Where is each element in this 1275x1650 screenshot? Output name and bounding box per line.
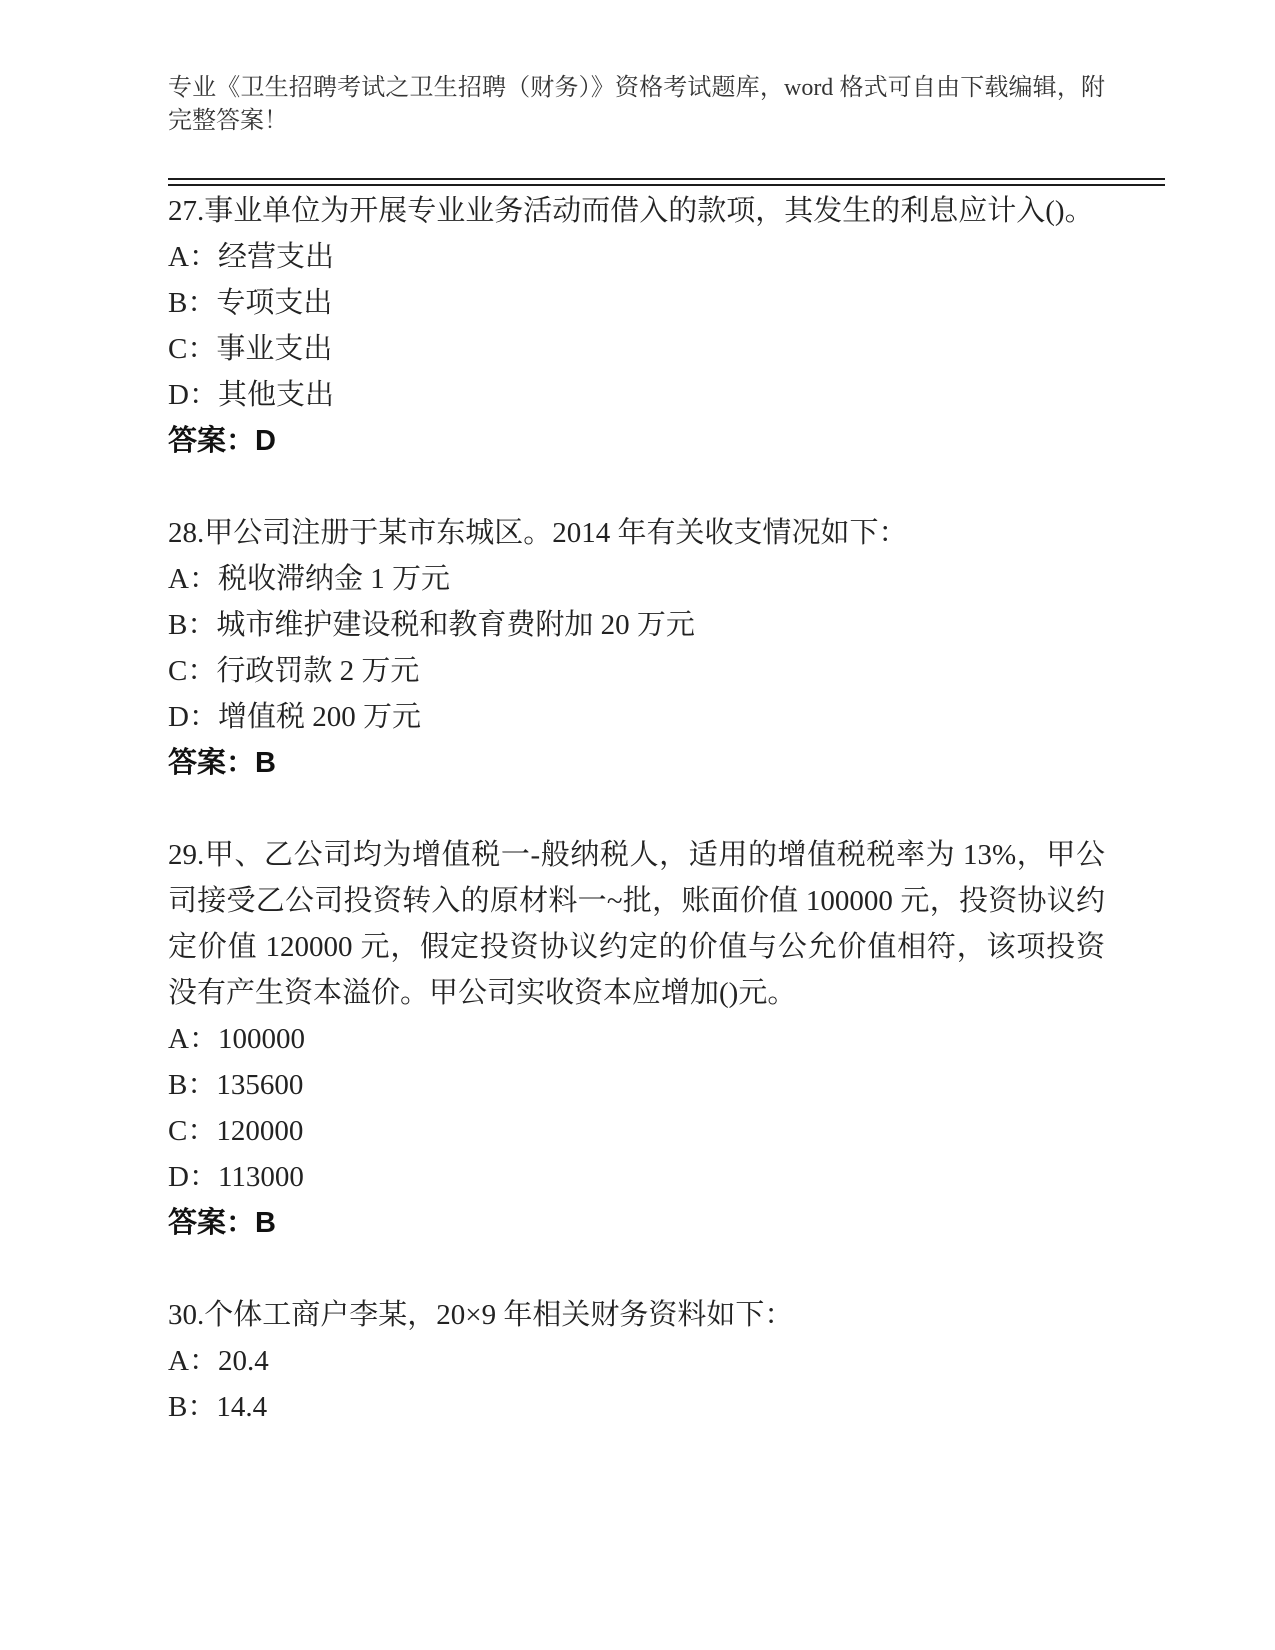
option-c: C：120000: [168, 1115, 304, 1147]
question-block-29: [168, 832, 1105, 1246]
answer-line: 答案：B: [168, 1207, 276, 1239]
answer-line: 答案：D: [168, 425, 276, 457]
double-rule-divider: [168, 178, 1165, 186]
option-b: B：城市维护建设税和教育费附加 20 万元: [168, 609, 695, 641]
option-d: D：增值税 200 万元: [168, 701, 421, 733]
option-d: D：其他支出: [168, 379, 334, 411]
question-text: 28.甲公司注册于某市东城区。2014 年有关收支情况如下：: [168, 517, 908, 549]
question-text: 29.甲、乙公司均为增值税一-般纳税人，适用的增值税税率为 13%，甲公司接受乙公司投资转入的原材料一~批，账面价值 100000 元，投资协议约定价值 120000 元，假定投资协议约定的价值与公允价值相符，该项投资没有产生资本溢价。甲公司实收资本应增加()元。: [168, 839, 1105, 1009]
option-c: C：事业支出: [168, 333, 333, 365]
option-b: B：专项支出: [168, 287, 333, 319]
question-block-27: [168, 188, 1105, 464]
question-text: 30.个体工商户李某，20×9 年相关财务资料如下：: [168, 1299, 794, 1331]
option-b: B：135600: [168, 1069, 304, 1101]
question-block-30: [168, 1292, 1105, 1430]
option-a: A：100000: [168, 1023, 305, 1055]
option-b: B：14.4: [168, 1391, 268, 1423]
question-block-28: [168, 510, 1105, 786]
answer-line: 答案：B: [168, 747, 276, 779]
document-header: 专业《卫生招聘考试之卫生招聘（财务）》资格考试题库，word 格式可自由下载编辑，附完整答案！: [168, 75, 1105, 134]
document-content: [168, 72, 1105, 1476]
option-d: D：113000: [168, 1161, 304, 1193]
option-a: A：税收滞纳金 1 万元: [168, 563, 450, 595]
question-text: 27.事业单位为开展专业业务活动而借入的款项，其发生的利息应计入()。: [168, 195, 1094, 227]
option-a: A：20.4: [168, 1345, 269, 1377]
option-c: C：行政罚款 2 万元: [168, 655, 420, 687]
option-a: A：经营支出: [168, 241, 334, 273]
